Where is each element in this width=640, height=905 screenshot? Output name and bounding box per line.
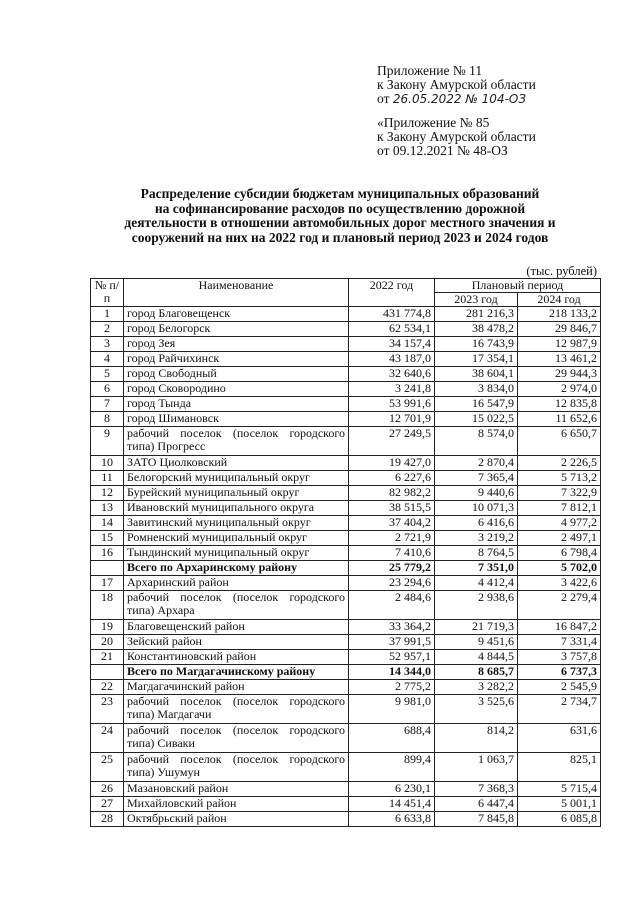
- value-2023: 814,2: [435, 724, 518, 753]
- value-2022: 6 227,6: [349, 471, 435, 486]
- table-row: [91, 307, 601, 322]
- value-2022: 6 230,1: [349, 782, 435, 797]
- row-number: 14: [91, 516, 124, 531]
- table-row: [91, 753, 601, 782]
- value-2022: 12 701,9: [349, 412, 435, 427]
- value-2022: 32 640,6: [349, 367, 435, 382]
- value-2024: 29 944,3: [518, 367, 601, 382]
- value-2023: 9 440,6: [435, 486, 518, 501]
- value-2022: 37 991,5: [349, 635, 435, 650]
- value-2024: 4 977,2: [518, 516, 601, 531]
- row-name: Константиновский район: [124, 650, 349, 665]
- row-name: город Шимановск: [124, 412, 349, 427]
- row-name: Архаринский район: [124, 576, 349, 591]
- value-2024: 6 737,3: [518, 665, 601, 680]
- value-2023: 3 834,0: [435, 382, 518, 397]
- row-name: Белогорский муниципальный округ: [124, 471, 349, 486]
- row-name: Бурейский муниципальный округ: [124, 486, 349, 501]
- value-2024: 218 133,2: [518, 307, 601, 322]
- value-2024: 7 331,4: [518, 635, 601, 650]
- row-name: рабочий поселок (поселок городского типа) Сиваки: [124, 724, 349, 753]
- table-row: [91, 486, 601, 501]
- table-row: [91, 427, 601, 456]
- value-2024: 16 847,2: [518, 620, 601, 635]
- value-2022: 38 515,5: [349, 501, 435, 516]
- value-2022: 688,4: [349, 724, 435, 753]
- row-number: 4: [91, 352, 124, 367]
- table-row: [91, 412, 601, 427]
- row-number: 20: [91, 635, 124, 650]
- value-2024: 11 652,6: [518, 412, 601, 427]
- row-name: рабочий поселок (поселок городского типа) Ушумун: [124, 753, 349, 782]
- document-title: [80, 187, 600, 245]
- value-2023: 2 870,4: [435, 456, 518, 471]
- value-2024: 7 322,9: [518, 486, 601, 501]
- value-2022: 899,4: [349, 753, 435, 782]
- value-2023: 3 219,2: [435, 531, 518, 546]
- value-2023: 7 351,0: [435, 561, 518, 576]
- value-2024: 13 461,2: [518, 352, 601, 367]
- row-number: 25: [91, 753, 124, 782]
- title-line-1: Распределение субсидии бюджетам муниципальных образований: [140, 186, 540, 201]
- value-2023: 6 447,4: [435, 797, 518, 812]
- header-2023: 2023 год: [435, 293, 518, 307]
- row-number: [91, 665, 124, 680]
- table-row: [91, 797, 601, 812]
- value-2022: 25 779,2: [349, 561, 435, 576]
- row-name: Всего по Архаринскому району: [124, 561, 349, 576]
- row-name: Благовещенский район: [124, 620, 349, 635]
- value-2022: 14 451,4: [349, 797, 435, 812]
- table-row: [91, 546, 601, 561]
- table-row: [91, 456, 601, 471]
- value-2024: 12 835,8: [518, 397, 601, 412]
- value-2023: 8 574,0: [435, 427, 518, 456]
- value-2022: 82 982,2: [349, 486, 435, 501]
- table-row: [91, 367, 601, 382]
- value-2024: 5 702,0: [518, 561, 601, 576]
- value-2023: 7 365,4: [435, 471, 518, 486]
- value-2023: 17 354,1: [435, 352, 518, 367]
- row-number: 9: [91, 427, 124, 456]
- value-2022: 34 157,4: [349, 337, 435, 352]
- row-name: город Тында: [124, 397, 349, 412]
- value-2024: 5 715,4: [518, 782, 601, 797]
- row-number: 26: [91, 782, 124, 797]
- row-number: 17: [91, 576, 124, 591]
- value-2023: 1 063,7: [435, 753, 518, 782]
- value-2023: 15 022,5: [435, 412, 518, 427]
- table-row: [91, 352, 601, 367]
- title-line-2: на софинансирование расходов по осуществлению дорожной: [154, 200, 526, 216]
- table-body: [91, 307, 601, 827]
- row-name: Тындинский муниципальный округ: [124, 546, 349, 561]
- value-2023: 9 451,6: [435, 635, 518, 650]
- value-2023: 4 844,5: [435, 650, 518, 665]
- header-planned-period: Плановый период: [435, 279, 601, 293]
- row-number: 13: [91, 501, 124, 516]
- appendix-11-header: [377, 64, 536, 106]
- row-name: Михайловский район: [124, 797, 349, 812]
- row-number: 12: [91, 486, 124, 501]
- value-2024: 3 422,6: [518, 576, 601, 591]
- table-row: [91, 782, 601, 797]
- row-name: город Райчихинск: [124, 352, 349, 367]
- row-name: рабочий поселок (поселок городского типа) Прогресс: [124, 427, 349, 456]
- row-name: Магдагачинский район: [124, 680, 349, 695]
- row-name: Завитинский муниципальный округ: [124, 516, 349, 531]
- row-number: 10: [91, 456, 124, 471]
- value-2023: 38 604,1: [435, 367, 518, 382]
- value-2023: 16 743,9: [435, 337, 518, 352]
- appendix-11-handwritten-date: 26.05.2022 № 104-ОЗ: [392, 92, 527, 106]
- title-line-3: деятельности в отношении автомобильных дорог местного значения и: [124, 215, 556, 230]
- row-name: Ромненский муниципальный округ: [124, 531, 349, 546]
- value-2022: 23 294,6: [349, 576, 435, 591]
- table-row: [91, 576, 601, 591]
- row-number: 19: [91, 620, 124, 635]
- value-2023: 8 685,7: [435, 665, 518, 680]
- table-row: [91, 812, 601, 827]
- appendix-11-law: к Закону Амурской области: [377, 77, 536, 92]
- value-2022: 52 957,1: [349, 650, 435, 665]
- value-2023: 21 719,3: [435, 620, 518, 635]
- value-2022: 43 187,0: [349, 352, 435, 367]
- value-2023: 4 412,4: [435, 576, 518, 591]
- value-2024: 6 650,7: [518, 427, 601, 456]
- table-row: [91, 620, 601, 635]
- value-2024: 29 846,7: [518, 322, 601, 337]
- value-2024: 12 987,9: [518, 337, 601, 352]
- row-name: город Белогорск: [124, 322, 349, 337]
- table-row: [91, 516, 601, 531]
- value-2022: 2 775,2: [349, 680, 435, 695]
- row-number: 15: [91, 531, 124, 546]
- table-total-row: [91, 561, 601, 576]
- row-number: 6: [91, 382, 124, 397]
- appendix-11-title: Приложение № 11: [377, 63, 483, 78]
- value-2022: 33 364,2: [349, 620, 435, 635]
- row-number: 21: [91, 650, 124, 665]
- value-2024: 7 812,1: [518, 501, 601, 516]
- value-2022: 19 427,0: [349, 456, 435, 471]
- value-2022: 2 721,9: [349, 531, 435, 546]
- table-row: [91, 650, 601, 665]
- value-2023: 2 938,6: [435, 591, 518, 620]
- value-2022: 37 404,2: [349, 516, 435, 531]
- header-name: Наименование: [124, 279, 349, 307]
- row-number: 24: [91, 724, 124, 753]
- value-2023: 38 478,2: [435, 322, 518, 337]
- table-row: [91, 337, 601, 352]
- table-row: [91, 695, 601, 724]
- value-2024: 2 497,1: [518, 531, 601, 546]
- value-2023: 16 547,9: [435, 397, 518, 412]
- value-2023: 281 216,3: [435, 307, 518, 322]
- row-name: Ивановский муниципального округа: [124, 501, 349, 516]
- row-number: 2: [91, 322, 124, 337]
- table-row: [91, 591, 601, 620]
- row-number: 16: [91, 546, 124, 561]
- appendix-85-law: к Закону Амурской области: [377, 129, 536, 144]
- row-name: Всего по Магдагачинскому району: [124, 665, 349, 680]
- row-number: 7: [91, 397, 124, 412]
- value-2024: 6 798,4: [518, 546, 601, 561]
- value-2024: 825,1: [518, 753, 601, 782]
- value-2022: 6 633,8: [349, 812, 435, 827]
- row-name: Зейский район: [124, 635, 349, 650]
- table-row: [91, 531, 601, 546]
- value-2022: 53 991,6: [349, 397, 435, 412]
- value-2023: 3 525,6: [435, 695, 518, 724]
- value-2024: 2 226,5: [518, 456, 601, 471]
- appendix-85-header: [377, 116, 536, 158]
- appendix-11-date-line: [377, 92, 536, 106]
- table-row: [91, 322, 601, 337]
- row-name: город Сковородино: [124, 382, 349, 397]
- value-2022: 62 534,1: [349, 322, 435, 337]
- row-name: рабочий поселок (поселок городского типа) Архара: [124, 591, 349, 620]
- row-name: рабочий поселок (поселок городского типа) Магдагачи: [124, 695, 349, 724]
- value-2023: 3 282,2: [435, 680, 518, 695]
- row-number: 18: [91, 591, 124, 620]
- value-2024: 3 757,8: [518, 650, 601, 665]
- value-2024: 2 974,0: [518, 382, 601, 397]
- table-row: [91, 635, 601, 650]
- row-number: 1: [91, 307, 124, 322]
- value-2024: 631,6: [518, 724, 601, 753]
- value-2023: 8 764,5: [435, 546, 518, 561]
- value-2022: 14 344,0: [349, 665, 435, 680]
- value-2024: 2 545,9: [518, 680, 601, 695]
- value-2022: 9 981,0: [349, 695, 435, 724]
- value-2023: 7 845,8: [435, 812, 518, 827]
- value-2024: 2 279,4: [518, 591, 601, 620]
- value-2022: 3 241,8: [349, 382, 435, 397]
- header-num: № п/п: [91, 279, 124, 307]
- header-2022: 2022 год: [349, 279, 435, 307]
- row-number: 28: [91, 812, 124, 827]
- value-2022: 27 249,5: [349, 427, 435, 456]
- row-number: 8: [91, 412, 124, 427]
- units-label: (тыс. рублей): [526, 264, 597, 278]
- row-number: 11: [91, 471, 124, 486]
- row-number: 23: [91, 695, 124, 724]
- value-2022: 431 774,8: [349, 307, 435, 322]
- table-row: [91, 724, 601, 753]
- value-2022: 2 484,6: [349, 591, 435, 620]
- table-row: [91, 382, 601, 397]
- row-number: 3: [91, 337, 124, 352]
- appendix-11-from: от: [377, 91, 390, 106]
- row-number: 5: [91, 367, 124, 382]
- value-2023: 10 071,3: [435, 501, 518, 516]
- row-name: город Зея: [124, 337, 349, 352]
- row-name: Октябрьский район: [124, 812, 349, 827]
- value-2024: 6 085,8: [518, 812, 601, 827]
- subsidy-table: [90, 278, 601, 827]
- title-line-4: сооружений на них на 2022 год и плановый период 2023 и 2024 годов: [131, 229, 549, 245]
- row-name: Мазановский район: [124, 782, 349, 797]
- table-total-row: [91, 665, 601, 680]
- row-number: 22: [91, 680, 124, 695]
- appendix-85-date: от 09.12.2021 № 48-ОЗ: [377, 143, 508, 158]
- table-row: [91, 397, 601, 412]
- table-row: [91, 680, 601, 695]
- value-2023: 6 416,6: [435, 516, 518, 531]
- header-2024: 2024 год: [518, 293, 601, 307]
- appendix-85-title: «Приложение № 85: [377, 115, 490, 130]
- row-name: город Благовещенск: [124, 307, 349, 322]
- value-2022: 7 410,6: [349, 546, 435, 561]
- value-2024: 5 713,2: [518, 471, 601, 486]
- value-2023: 7 368,3: [435, 782, 518, 797]
- table-row: [91, 501, 601, 516]
- row-number: [91, 561, 124, 576]
- table-row: [91, 471, 601, 486]
- row-number: 27: [91, 797, 124, 812]
- row-name: город Свободный: [124, 367, 349, 382]
- value-2024: 2 734,7: [518, 695, 601, 724]
- row-name: ЗАТО Циолковский: [124, 456, 349, 471]
- value-2024: 5 001,1: [518, 797, 601, 812]
